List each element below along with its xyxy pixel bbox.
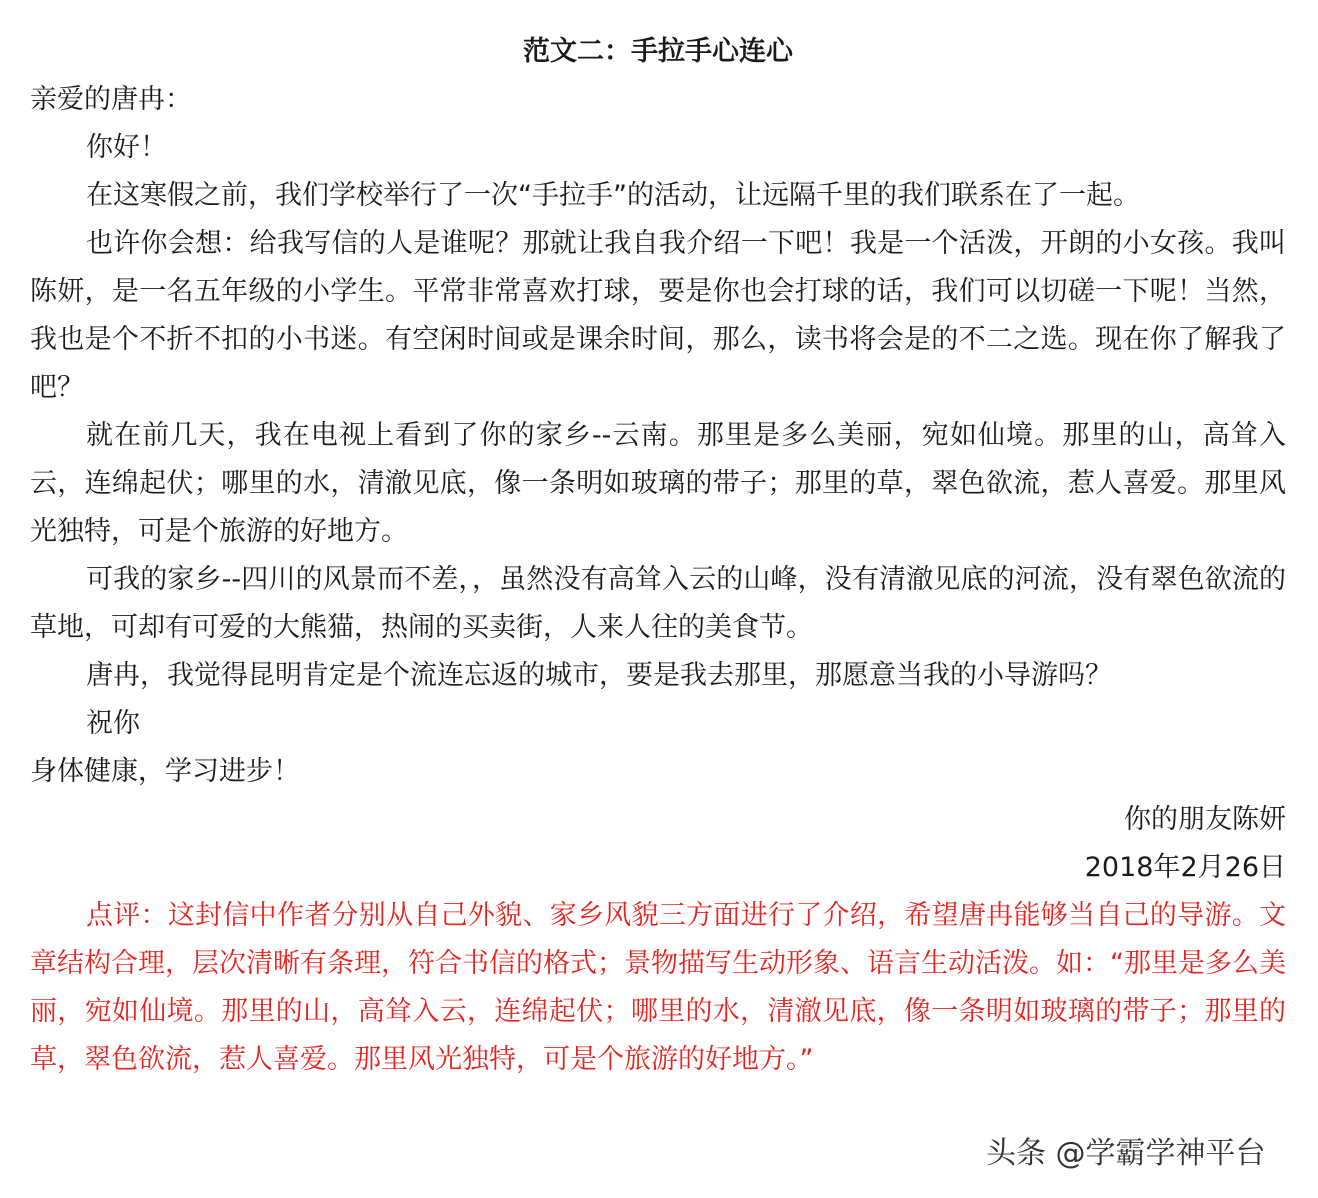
body-paragraph-2: 也许你会想：给我写信的人是谁呢？那就让我自我介绍一下吧！我是一个活泼，开朗的小女孩。我叫陈妍，是一名五年级的小学生。平常非常喜欢打球，要是你也会打球的话，我们可以切磋一下呢！当然，我也是个不折不扣的小书迷。有空闲时间或是课余时间，那么，读书将会是的不二之选。现在你了解我了吧？ [30, 228, 1286, 403]
page-title: 范文二：手拉手心连心 [523, 36, 793, 67]
letter-document [30, 28, 1286, 1084]
closing-blessing: 身体健康，学习进步！ [30, 756, 300, 787]
closing-wish: 祝你 [86, 708, 140, 739]
review-comment: 点评：这封信中作者分别从自己外貌、家乡风貌三方面进行了介绍，希望唐冉能够当自己的导游。文章结构合理，层次清晰有条理，符合书信的格式；景物描写生动形象、语言生动活泼。如：“那里是多么美丽，宛如仙境。那里的山，高耸入云，连绵起伏；哪里的水，清澈见底，像一条明如玻璃的带子；那里的草，翠色欲流，惹人喜爱。那里风光独特，可是个旅游的好地方。” [30, 900, 1286, 1075]
salutation: 亲爱的唐冉： [30, 84, 192, 115]
body-paragraph-4: 可我的家乡--四川的风景而不差，，虽然没有高耸入云的山峰，没有清澈见底的河流，没有翠色欲流的草地，可却有可爱的大熊猫，热闹的买卖街，人来人往的美食节。 [30, 564, 1286, 643]
letter-date: 2018年2月26日 [1084, 852, 1286, 883]
body-paragraph-3: 就在前几天，我在电视上看到了你的家乡--云南。那里是多么美丽，宛如仙境。那里的山，高耸入云，连绵起伏；哪里的水，清澈见底，像一条明如玻璃的带子；那里的草，翠色欲流，惹人喜爱。那里风光独特，可是个旅游的好地方。 [30, 420, 1286, 547]
body-paragraph-1: 在这寒假之前，我们学校举行了一次“手拉手”的活动，让远隔千里的我们联系在了一起。 [86, 180, 1140, 211]
body-paragraph-5: 唐冉，我觉得昆明肯定是个流连忘返的城市，要是我去那里，那愿意当我的小导游吗？ [86, 660, 1112, 691]
greeting: 你好！ [86, 132, 167, 163]
watermark: 头条 @学霸学神平台 [986, 1136, 1266, 1171]
signature: 你的朋友陈妍 [1124, 804, 1286, 835]
